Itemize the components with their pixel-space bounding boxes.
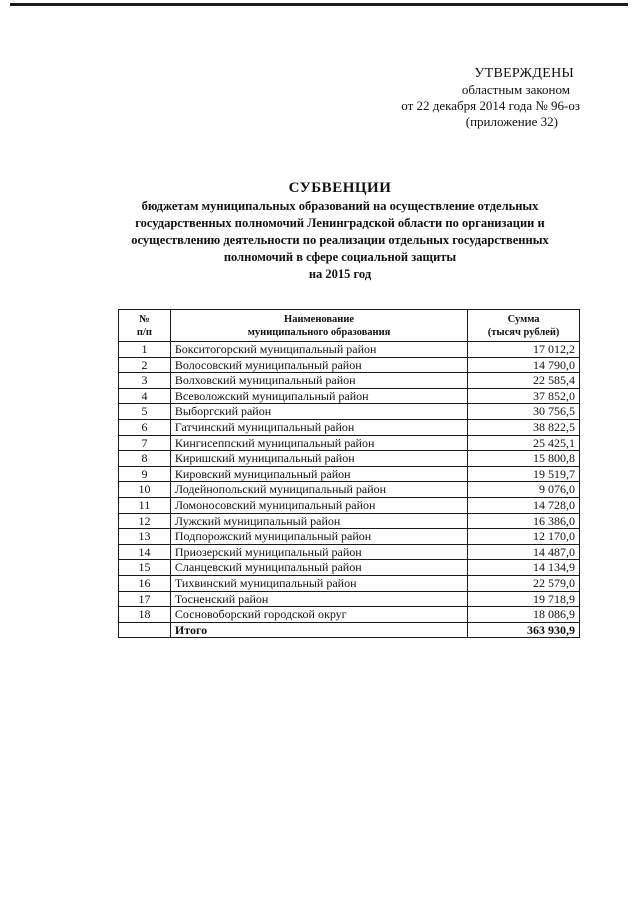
row-sum-cell: 17 012,2 bbox=[468, 342, 580, 358]
document-subtitle-line: государственных полномочий Ленинградской области по организации и bbox=[135, 216, 545, 230]
row-sum-cell: 14 728,0 bbox=[468, 497, 580, 513]
document-heading bbox=[60, 178, 620, 283]
row-number-cell: 18 bbox=[119, 607, 171, 623]
total-number-cell bbox=[119, 622, 171, 638]
header-name bbox=[170, 310, 467, 342]
row-number-cell: 6 bbox=[119, 419, 171, 435]
row-sum-cell: 12 170,0 bbox=[468, 529, 580, 545]
header-sum bbox=[468, 310, 580, 342]
row-name-cell: Выборгский район bbox=[170, 404, 467, 420]
row-number-cell: 15 bbox=[119, 560, 171, 576]
row-number-cell: 9 bbox=[119, 466, 171, 482]
table-row bbox=[119, 575, 580, 591]
table-row bbox=[119, 373, 580, 389]
row-number-cell: 14 bbox=[119, 544, 171, 560]
header-number-line2: п/п bbox=[136, 327, 152, 338]
row-number-cell: 3 bbox=[119, 373, 171, 389]
row-name-cell: Ломоносовский муниципальный район bbox=[170, 497, 467, 513]
row-number-cell: 17 bbox=[119, 591, 171, 607]
document-subtitle-line: бюджетам муниципальных образований на осуществление отдельных bbox=[141, 199, 539, 213]
header-number bbox=[119, 310, 171, 342]
table-row bbox=[119, 513, 580, 529]
subventions-table bbox=[118, 309, 580, 638]
approval-law-line: областным законом bbox=[461, 82, 570, 97]
document-year-line: на 2015 год bbox=[308, 267, 372, 281]
row-name-cell: Подпорожский муниципальный район bbox=[170, 529, 467, 545]
row-sum-cell: 18 086,9 bbox=[468, 607, 580, 623]
row-number-cell: 11 bbox=[119, 497, 171, 513]
row-number-cell: 4 bbox=[119, 388, 171, 404]
row-number-cell: 12 bbox=[119, 513, 171, 529]
row-name-cell: Бокситогорский муниципальный район bbox=[170, 342, 467, 358]
row-name-cell: Кировский муниципальный район bbox=[170, 466, 467, 482]
row-number-cell: 1 bbox=[119, 342, 171, 358]
row-name-cell: Лужский муниципальный район bbox=[170, 513, 467, 529]
approval-title: УТВЕРЖДЕНЫ bbox=[474, 66, 574, 81]
table-row bbox=[119, 607, 580, 623]
table-header-row bbox=[119, 310, 580, 342]
row-number-cell: 5 bbox=[119, 404, 171, 420]
row-sum-cell: 9 076,0 bbox=[468, 482, 580, 498]
table-row bbox=[119, 560, 580, 576]
row-sum-cell: 22 585,4 bbox=[468, 373, 580, 389]
total-label: Итого bbox=[170, 622, 467, 638]
total-sum: 363 930,9 bbox=[468, 622, 580, 638]
table-row bbox=[119, 357, 580, 373]
row-sum-cell: 14 487,0 bbox=[468, 544, 580, 560]
table-row bbox=[119, 497, 580, 513]
approval-date-line: от 22 декабря 2014 года № 96-оз bbox=[401, 98, 580, 113]
row-number-cell: 7 bbox=[119, 435, 171, 451]
row-name-cell: Лодейнопольский муниципальный район bbox=[170, 482, 467, 498]
table-row bbox=[119, 435, 580, 451]
row-sum-cell: 15 800,8 bbox=[468, 451, 580, 467]
row-sum-cell: 22 579,0 bbox=[468, 575, 580, 591]
row-name-cell: Всеволожский муниципальный район bbox=[170, 388, 467, 404]
row-sum-cell: 14 790,0 bbox=[468, 357, 580, 373]
row-name-cell: Сосновоборский городской округ bbox=[170, 607, 467, 623]
row-number-cell: 2 bbox=[119, 357, 171, 373]
row-name-cell: Тосненский район bbox=[170, 591, 467, 607]
header-name-line1: Наименование bbox=[284, 314, 355, 325]
table-total-row bbox=[119, 622, 580, 638]
table-row bbox=[119, 591, 580, 607]
row-sum-cell: 37 852,0 bbox=[468, 388, 580, 404]
row-number-cell: 16 bbox=[119, 575, 171, 591]
table-row bbox=[119, 419, 580, 435]
row-sum-cell: 19 718,9 bbox=[468, 591, 580, 607]
row-name-cell: Тихвинский муниципальный район bbox=[170, 575, 467, 591]
table-row bbox=[119, 388, 580, 404]
row-name-cell: Сланцевский муниципальный район bbox=[170, 560, 467, 576]
table-row bbox=[119, 342, 580, 358]
row-sum-cell: 16 386,0 bbox=[468, 513, 580, 529]
table-row bbox=[119, 529, 580, 545]
header-number-line1: № bbox=[139, 314, 150, 325]
table-row bbox=[119, 482, 580, 498]
approval-appendix-line: (приложение 32) bbox=[465, 114, 558, 129]
row-number-cell: 13 bbox=[119, 529, 171, 545]
table-row bbox=[119, 466, 580, 482]
document-subtitle-line: полномочий в сфере социальной защиты bbox=[223, 250, 457, 264]
header-name-line2: муниципального образования bbox=[247, 327, 391, 338]
table-row bbox=[119, 451, 580, 467]
row-sum-cell: 38 822,5 bbox=[468, 419, 580, 435]
row-name-cell: Гатчинский муниципальный район bbox=[170, 419, 467, 435]
document-subtitle-line: осуществлению деятельности по реализации отдельных государственных bbox=[131, 233, 549, 247]
table-row bbox=[119, 404, 580, 420]
row-sum-cell: 25 425,1 bbox=[468, 435, 580, 451]
row-name-cell: Приозерский муниципальный район bbox=[170, 544, 467, 560]
row-name-cell: Киришский муниципальный район bbox=[170, 451, 467, 467]
row-name-cell: Волховский муниципальный район bbox=[170, 373, 467, 389]
row-sum-cell: 30 756,5 bbox=[468, 404, 580, 420]
approval-block bbox=[350, 66, 610, 130]
table-row bbox=[119, 544, 580, 560]
row-sum-cell: 14 134,9 bbox=[468, 560, 580, 576]
row-name-cell: Волосовский муниципальный район bbox=[170, 357, 467, 373]
header-sum-line2: (тысяч рублей) bbox=[487, 327, 560, 338]
header-sum-line1: Сумма bbox=[507, 314, 540, 325]
top-border-line bbox=[10, 3, 628, 6]
row-number-cell: 10 bbox=[119, 482, 171, 498]
document-title: СУБВЕНЦИИ bbox=[288, 180, 392, 196]
row-name-cell: Кингисеппский муниципальный район bbox=[170, 435, 467, 451]
row-number-cell: 8 bbox=[119, 451, 171, 467]
row-sum-cell: 19 519,7 bbox=[468, 466, 580, 482]
